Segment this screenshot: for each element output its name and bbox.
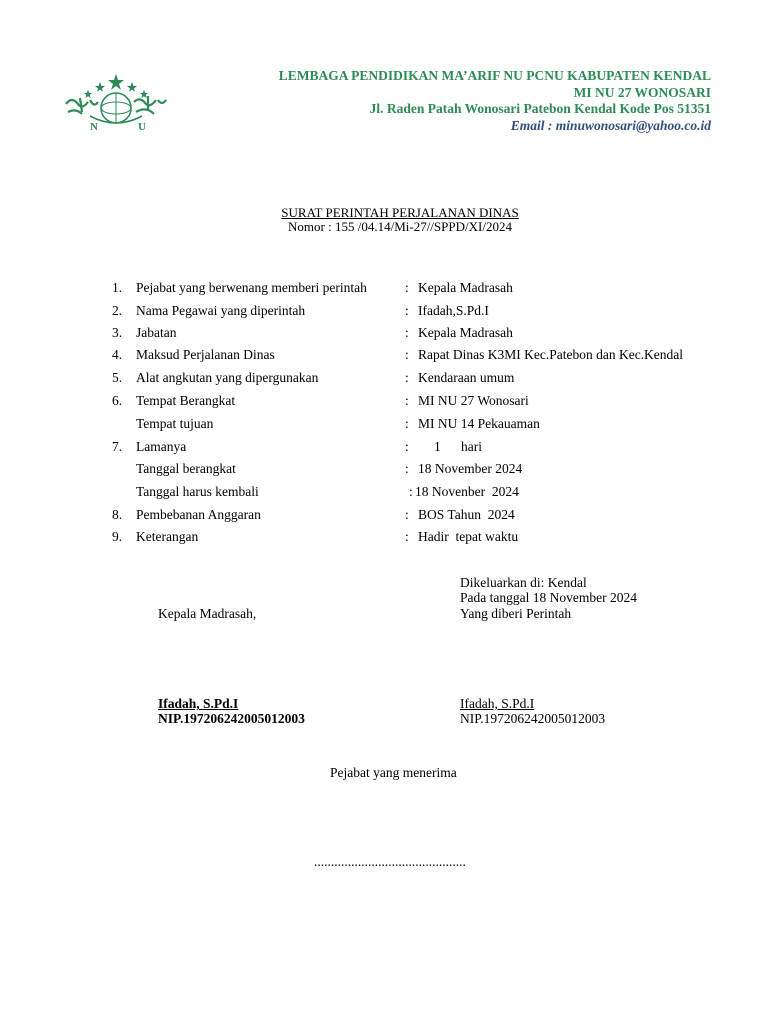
item-colon: : [405,347,409,362]
item-value: Kendaraan umum [418,370,515,385]
issued-place: Dikeluarkan di: Kendal [460,575,587,590]
receiver-label: Pejabat yang menerima [330,765,457,780]
item-value: 18 Novenber 2024 [415,484,519,499]
item-number: 6. [112,393,123,408]
item-value: Kepala Madrasah [418,325,513,340]
item-value: 1 hari [434,439,482,454]
signer-nip-left: NIP.197206242005012003 [158,711,305,726]
item-colon: : [405,370,409,385]
item-label: Tempat tujuan [136,416,214,431]
item-label: Lamanya [136,439,187,454]
item-value: Hadir tepat waktu [418,529,519,544]
item-value: Ifadah,S.Pd.I [418,303,489,318]
item-number: 9. [112,529,123,544]
logo-letter-u: U [138,121,146,133]
item-value: Kepala Madrasah [418,280,513,295]
item-value: MI NU 27 Wonosari [418,393,529,408]
item-number: 1. [112,280,123,295]
item-label: Jabatan [136,325,177,340]
item-number: 4. [112,347,123,362]
letterhead-address: Jl. Raden Patah Wonosari Patebon Kendal Kode Pos 51351 [369,101,711,116]
item-value: 18 November 2024 [418,461,523,476]
item-value: MI NU 14 Pekauaman [418,416,540,431]
item-label: Maksud Perjalanan Dinas [136,347,275,362]
item-colon: : [405,303,409,318]
item-number: 7. [112,439,123,454]
signer-name-left: Ifadah, S.Pd.I [158,696,239,711]
signer-title: Kepala Madrasah, [158,606,257,621]
item-label: Pembebanan Anggaran [136,507,261,522]
receiver-signature-line: ............................................. [314,854,466,869]
item-number: 8. [112,507,123,522]
item-label: Alat angkutan yang dipergunakan [136,370,319,385]
letterhead [279,68,711,134]
letterhead-school: MI NU 27 WONOSARI [573,84,711,100]
document-number: Nomor : 155 /04.14/Mi-27//SPPD/XI/2024 [288,219,512,234]
signer-nip-right: NIP.197206242005012003 [460,711,606,726]
document-title: SURAT PERINTAH PERJALANAN DINAS [281,205,519,220]
item-colon: : [405,416,409,431]
item-colon: : [405,280,409,295]
item-number: 3. [112,325,123,340]
item-colon: : [405,439,409,454]
item-value: BOS Tahun 2024 [418,507,515,522]
letterhead-email: Email : minuwonosari@yahoo.co.id [510,117,711,133]
recipient-label: Yang diberi Perintah [460,606,572,621]
item-colon: : [405,393,409,408]
item-label: Pejabat yang berwenang memberi perintah [136,280,367,295]
item-colon: : [405,461,409,476]
item-label: Tanggal berangkat [136,461,236,476]
item-colon: : [405,507,409,522]
signer-name-right: Ifadah, S.Pd.I [460,696,535,711]
item-label: Tempat Berangkat [136,393,236,408]
logo-letter-n: N [90,121,98,133]
issued-date: Pada tanggal 18 November 2024 [460,590,637,605]
item-label: Keterangan [136,529,199,544]
item-value: Rapat Dinas K3MI Kec.Patebon dan Kec.Kendal [418,347,684,362]
item-colon: : [409,484,413,499]
item-label: Nama Pegawai yang diperintah [136,303,306,318]
letterhead-institution: LEMBAGA PENDIDIKAN MA’ARIF NU PCNU KABUPATEN KENDAL [278,68,711,83]
item-number: 5. [112,370,123,385]
item-label: Tanggal harus kembali [136,484,259,499]
item-number: 2. [112,303,123,318]
document-heading [0,206,768,234]
item-colon: : [405,529,409,544]
item-colon: : [405,325,409,340]
nahdlatul-ulama-logo [60,72,172,136]
